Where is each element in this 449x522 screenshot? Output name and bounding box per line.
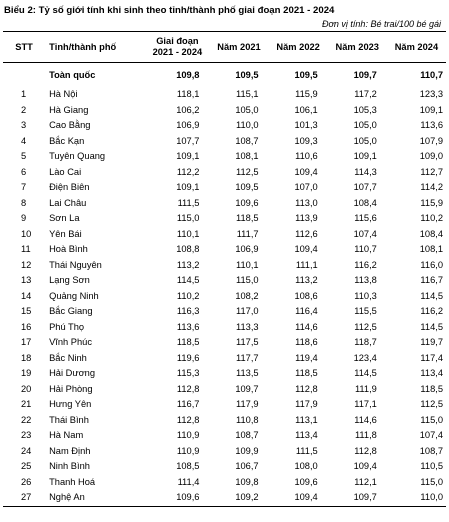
header-period-line2: 2021 - 2024 <box>152 47 203 57</box>
row-2022: 118,6 <box>295 337 318 347</box>
row-period: 119,6 <box>176 352 200 363</box>
sex-ratio-table <box>3 31 446 507</box>
row-stt: 13 <box>21 275 32 285</box>
row-province: Yên Bái <box>49 228 82 239</box>
national-period: 109,8 <box>176 70 200 80</box>
row-stt: 5 <box>21 151 27 161</box>
row-2022: 113,1 <box>295 414 318 425</box>
row-2023: 112,1 <box>354 476 377 487</box>
row-2023: 105,0 <box>353 120 377 130</box>
row-2021: 112,5 <box>236 166 259 177</box>
row-province: Lào Cai <box>49 166 82 177</box>
header-row <box>3 32 446 63</box>
table-row <box>3 242 446 258</box>
row-2021: 115,1 <box>236 89 259 99</box>
row-province: Hải Dương <box>49 368 96 378</box>
row-stt: 26 <box>21 476 32 487</box>
row-2024: 110,0 <box>387 490 446 506</box>
row-stt: 27 <box>3 490 45 506</box>
row-2023: 111,8 <box>354 430 377 440</box>
row-2022: 118,5 <box>295 368 318 378</box>
row-stt: 1 <box>21 89 27 99</box>
row-2022: 109,4 <box>269 490 328 506</box>
row-2022: 110,6 <box>295 151 318 161</box>
row-province: Điện Biên <box>49 182 90 192</box>
national-2021: 109,5 <box>235 70 259 80</box>
row-2022: 111,5 <box>295 445 318 456</box>
row-2022: 115,9 <box>295 89 318 99</box>
header-period <box>145 32 209 63</box>
row-2022: 113,4 <box>295 430 318 440</box>
row-stt: 15 <box>21 306 32 316</box>
row-2024: 118,5 <box>420 383 443 394</box>
table-row <box>3 103 446 119</box>
table-row <box>3 165 446 181</box>
row-period: 115,3 <box>176 368 200 378</box>
row-stt: 6 <box>21 166 27 177</box>
row-2022: 107,0 <box>294 182 318 192</box>
row-2022: 109,4 <box>294 166 318 177</box>
row-stt: 23 <box>21 430 32 440</box>
row-period: 111,5 <box>177 197 200 208</box>
table-row <box>3 413 446 429</box>
row-2024: 114,5 <box>420 321 443 332</box>
row-2023: 108,4 <box>353 197 377 208</box>
row-2023: 114,6 <box>354 414 377 425</box>
row-2021: 105,0 <box>235 104 259 115</box>
row-2023: 109,4 <box>353 461 377 471</box>
row-2022: 108,0 <box>294 461 318 471</box>
table-row <box>3 304 446 320</box>
row-2024: 107,9 <box>419 135 443 146</box>
row-2023: 112,8 <box>354 445 377 456</box>
row-period: 106,2 <box>176 104 200 115</box>
row-2022: 112,8 <box>295 383 318 394</box>
table-row <box>3 444 446 460</box>
national-2022: 109,5 <box>294 70 318 80</box>
row-stt: 22 <box>21 414 32 425</box>
header-period-line1: Giai đoạn <box>156 36 199 46</box>
row-2021: 111,7 <box>236 228 259 239</box>
row-2022: 106,1 <box>294 104 318 115</box>
row-province: Lai Châu <box>49 197 87 208</box>
table-row <box>3 211 446 227</box>
header-stt: STT <box>3 32 45 63</box>
row-2023: 110,7 <box>354 244 377 254</box>
row-period: 106,9 <box>176 120 200 130</box>
table-row <box>3 428 446 444</box>
row-period: 110,9 <box>176 445 200 456</box>
table-header <box>3 32 446 63</box>
row-period: 108,8 <box>176 244 200 254</box>
header-year-2024: Năm 2024 <box>387 32 446 63</box>
row-period: 118,5 <box>176 337 200 347</box>
row-2021: 115,0 <box>236 275 259 285</box>
row-2023: 116,2 <box>354 259 377 270</box>
row-2023: 113,8 <box>354 275 377 285</box>
row-2021: 117,9 <box>236 399 259 409</box>
row-2021: 109,6 <box>235 197 259 208</box>
row-period: 107,7 <box>176 135 200 146</box>
row-2023: 115,5 <box>354 306 377 316</box>
row-2024: 114,2 <box>420 182 443 192</box>
row-2021: 108,7 <box>235 135 259 146</box>
row-stt: 9 <box>21 213 27 223</box>
row-2021: 109,7 <box>235 383 259 394</box>
table-row <box>3 227 446 243</box>
row-2021: 117,0 <box>236 306 259 316</box>
row-2022: 116,4 <box>295 306 318 316</box>
row-period: 115,0 <box>176 213 200 223</box>
row-stt: 17 <box>21 337 32 347</box>
row-2021: 106,9 <box>235 244 259 254</box>
row-stt: 11 <box>21 244 31 254</box>
row-period: 112,8 <box>176 414 200 425</box>
table-row <box>3 335 446 351</box>
row-2024: 115,0 <box>420 414 443 425</box>
row-period: 109,1 <box>176 151 200 161</box>
row-2024: 119,7 <box>420 337 443 347</box>
header-year-2021: Năm 2021 <box>209 32 268 63</box>
row-province: Tuyên Quang <box>49 151 106 161</box>
row-period: 118,1 <box>176 89 200 99</box>
row-2023: 112,5 <box>354 321 377 332</box>
row-2024: 116,0 <box>420 259 443 270</box>
table-row <box>3 149 446 165</box>
row-province: Ninh Bình <box>49 461 90 471</box>
row-2023: 105,3 <box>353 104 377 115</box>
row-2024: 115,9 <box>420 197 443 208</box>
row-stt: 19 <box>21 368 32 378</box>
row-2022: 114,6 <box>295 321 318 332</box>
row-2024: 108,1 <box>419 244 443 254</box>
row-2024: 113,6 <box>420 120 443 130</box>
row-period: 114,5 <box>176 275 200 285</box>
row-2021: 110,0 <box>236 120 259 130</box>
national-row <box>3 63 446 88</box>
row-2024: 123,3 <box>419 89 443 99</box>
row-2024: 109,1 <box>419 104 443 115</box>
row-period: 110,2 <box>176 290 200 301</box>
row-2021: 117,5 <box>236 337 259 347</box>
row-2024: 116,2 <box>420 306 443 316</box>
row-2023: 117,1 <box>354 399 377 409</box>
table-row <box>3 258 446 274</box>
row-2021: 108,2 <box>235 290 259 301</box>
row-2021: 108,1 <box>235 151 259 161</box>
row-stt: 12 <box>21 259 32 270</box>
row-2023: 109,7 <box>328 490 387 506</box>
row-province: Sơn La <box>49 213 80 223</box>
row-2021: 117,7 <box>236 352 259 363</box>
table-row <box>3 289 446 305</box>
national-stt <box>3 63 45 88</box>
row-stt: 4 <box>21 135 27 146</box>
row-province: Hải Phòng <box>49 383 93 394</box>
row-2021: 109,9 <box>235 445 259 456</box>
row-stt: 2 <box>21 104 27 115</box>
row-stt: 16 <box>21 321 32 332</box>
row-province: Nam Định <box>49 445 91 456</box>
row-province: Hoà Bình <box>49 244 88 254</box>
row-province: Cao Bằng <box>49 120 91 130</box>
row-2022: 113,2 <box>295 275 318 285</box>
table-row <box>3 475 446 491</box>
row-province: Lạng Sơn <box>49 275 90 285</box>
table-row <box>3 490 446 506</box>
row-province: Nghệ An <box>45 490 145 506</box>
row-2021: 118,5 <box>236 213 259 223</box>
row-2022: 113,0 <box>295 197 318 208</box>
header-province: Tỉnh/thành phố <box>45 32 145 63</box>
row-2022: 109,6 <box>294 476 318 487</box>
row-stt: 3 <box>21 120 27 130</box>
header-year-2022: Năm 2022 <box>269 32 328 63</box>
row-period: 116,3 <box>176 306 200 316</box>
row-period: 112,2 <box>176 166 200 177</box>
row-province: Hà Nam <box>49 430 84 440</box>
row-2022: 119,4 <box>295 352 318 363</box>
row-stt: 10 <box>21 228 32 239</box>
national-2023: 109,7 <box>353 70 377 80</box>
row-2022: 109,4 <box>294 244 318 254</box>
table-row <box>3 366 446 382</box>
row-2022: 113,9 <box>295 213 318 223</box>
row-2024: 116,7 <box>420 275 443 285</box>
row-province: Bắc Ninh <box>49 352 87 363</box>
row-2023: 115,6 <box>354 213 377 223</box>
row-2023: 118,7 <box>354 337 377 347</box>
row-period: 110,9 <box>176 430 200 440</box>
row-2021: 109,8 <box>235 476 259 487</box>
row-province: Bắc Giang <box>49 306 93 316</box>
row-stt: 14 <box>21 290 32 301</box>
row-2023: 114,5 <box>354 368 377 378</box>
row-2024: 112,7 <box>420 166 443 177</box>
row-stt: 24 <box>21 445 32 456</box>
national-2024: 110,7 <box>420 70 443 80</box>
row-stt: 7 <box>21 182 27 192</box>
row-stt: 25 <box>21 461 32 471</box>
row-province: Phú Thọ <box>49 321 85 332</box>
table-row <box>3 196 446 212</box>
row-province: Hà Nội <box>49 89 78 99</box>
row-2023: 110,3 <box>354 290 377 301</box>
row-2022: 108,6 <box>294 290 318 301</box>
row-2022: 111,1 <box>295 259 318 270</box>
table-row <box>3 273 446 289</box>
row-2024: 107,4 <box>419 430 443 440</box>
row-province: Thái Bình <box>49 414 89 425</box>
row-2024: 115,0 <box>420 476 443 487</box>
row-2024: 108,4 <box>419 228 443 239</box>
row-2024: 113,4 <box>420 368 443 378</box>
row-province: Thái Nguyên <box>49 259 102 270</box>
row-2021: 113,3 <box>236 321 259 332</box>
row-2023: 107,7 <box>353 182 377 192</box>
row-2023: 109,1 <box>353 151 377 161</box>
row-period: 116,7 <box>176 399 200 409</box>
row-2024: 114,5 <box>420 290 443 301</box>
row-2023: 114,3 <box>354 166 377 177</box>
row-period: 112,8 <box>176 383 200 394</box>
row-2022: 101,3 <box>294 120 318 130</box>
row-province: Hà Giang <box>49 104 89 115</box>
row-2021: 113,5 <box>236 368 259 378</box>
row-period: 109,6 <box>145 490 209 506</box>
row-2024: 108,7 <box>419 445 443 456</box>
row-2024: 112,5 <box>420 399 443 409</box>
row-province: Hưng Yên <box>49 399 92 409</box>
table-row <box>3 180 446 196</box>
row-2023: 117,2 <box>354 89 377 99</box>
table-body <box>3 63 446 507</box>
row-2024: 109,0 <box>419 151 443 161</box>
row-2023: 123,4 <box>353 352 377 363</box>
row-province: Thanh Hoá <box>49 476 96 487</box>
row-period: 109,1 <box>176 182 200 192</box>
table-row <box>3 134 446 150</box>
row-stt: 20 <box>21 383 32 394</box>
table-row <box>3 320 446 336</box>
header-year-2023: Năm 2023 <box>328 32 387 63</box>
row-stt: 8 <box>21 197 27 208</box>
row-period: 110,1 <box>176 228 200 239</box>
table-row <box>3 459 446 475</box>
row-period: 108,5 <box>176 461 200 471</box>
row-province: Bắc Kạn <box>49 135 85 146</box>
row-2024: 117,4 <box>420 352 443 363</box>
row-2021: 108,7 <box>235 430 259 440</box>
row-2024: 110,5 <box>420 461 443 471</box>
row-period: 113,6 <box>176 321 200 332</box>
row-2021: 110,8 <box>236 414 259 425</box>
row-province: Quảng Ninh <box>49 290 99 301</box>
row-2021: 109,2 <box>209 490 268 506</box>
row-period: 111,4 <box>177 476 200 487</box>
row-2024: 110,2 <box>420 213 443 223</box>
row-2023: 111,9 <box>354 383 377 394</box>
table-row <box>3 382 446 398</box>
row-2023: 107,4 <box>353 228 377 239</box>
row-2022: 117,9 <box>295 399 318 409</box>
row-stt: 18 <box>21 352 32 363</box>
table-row <box>3 397 446 413</box>
table-title: Biểu 2: Tỷ số giới tính khi sinh theo tỉnh/thành phố giai đoạn 2021 - 2024 <box>4 5 335 16</box>
row-2021: 110,1 <box>236 259 259 270</box>
row-province: Vĩnh Phúc <box>49 337 92 347</box>
row-2021: 106,7 <box>235 461 259 471</box>
row-period: 113,2 <box>176 259 200 270</box>
national-name: Toàn quốc <box>49 70 96 80</box>
unit-note: Đơn vị tính: Bé trai/100 bé gái <box>321 19 441 29</box>
table-row <box>3 351 446 367</box>
row-2021: 109,5 <box>235 182 259 192</box>
row-2022: 112,6 <box>295 228 318 239</box>
table-row <box>3 87 446 103</box>
row-2023: 105,0 <box>353 135 377 146</box>
table-row <box>3 118 446 134</box>
row-2022: 109,3 <box>294 135 318 146</box>
row-stt: 21 <box>21 399 32 409</box>
